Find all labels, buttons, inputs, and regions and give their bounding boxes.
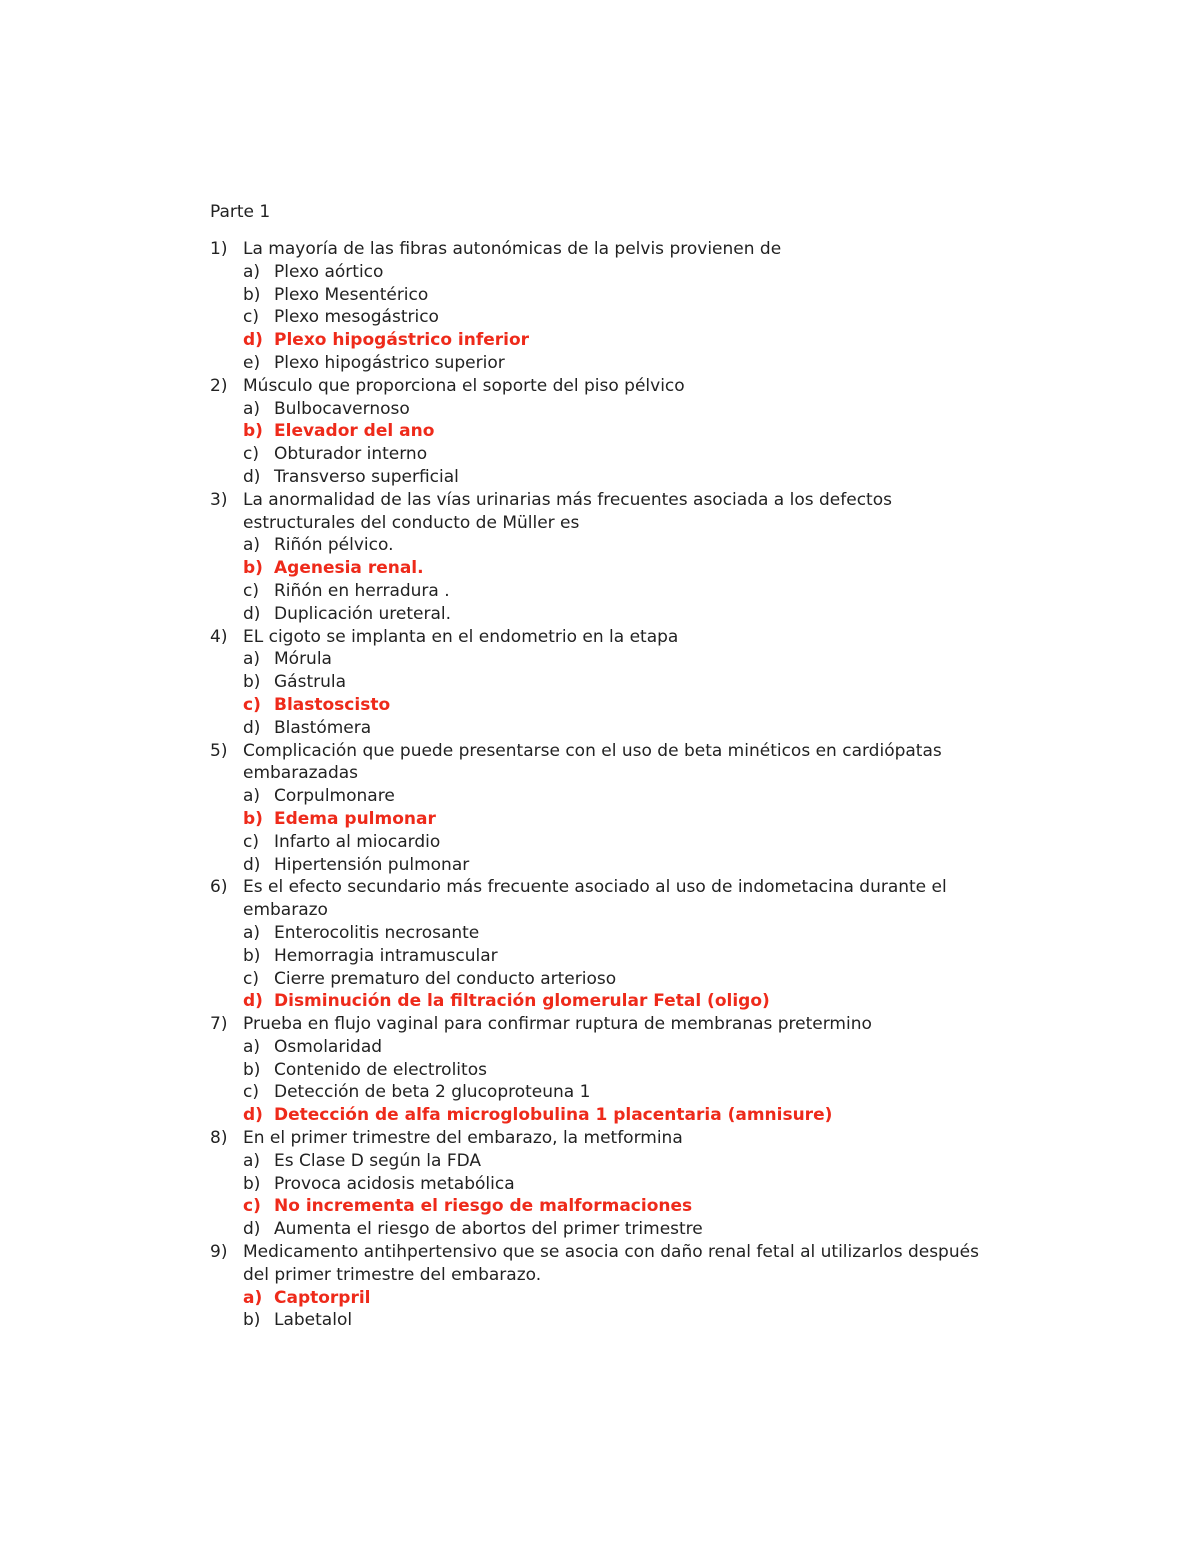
option-letter: c) bbox=[243, 831, 259, 852]
option-text: Obturador interno bbox=[274, 444, 428, 465]
question-item bbox=[210, 740, 1000, 877]
question-number: 8) bbox=[210, 1128, 228, 1149]
question-item bbox=[210, 626, 1000, 740]
option-letter: c) bbox=[243, 1082, 259, 1103]
option-letter: c) bbox=[243, 307, 259, 328]
question-text: EL cigoto se implanta en el endometrio en la etapa bbox=[243, 626, 679, 647]
option-list bbox=[210, 534, 1000, 625]
question-list bbox=[210, 238, 1000, 1332]
question-header bbox=[210, 876, 1000, 922]
option-letter: a) bbox=[243, 922, 261, 943]
correct-answer-option bbox=[243, 557, 1000, 580]
correct-answer-option bbox=[243, 694, 1000, 717]
option-list bbox=[210, 1036, 1000, 1127]
option-letter: d) bbox=[243, 854, 261, 875]
answer-option bbox=[243, 717, 1000, 740]
answer-option bbox=[243, 580, 1000, 603]
correct-answer-option bbox=[243, 1287, 1000, 1310]
answer-option bbox=[243, 1059, 1000, 1082]
option-letter: c) bbox=[243, 694, 261, 715]
option-list bbox=[210, 261, 1000, 375]
option-text: Plexo Mesentérico bbox=[274, 284, 429, 305]
option-text: Riñón en herradura . bbox=[274, 580, 450, 601]
answer-option bbox=[243, 284, 1000, 307]
question-number: 6) bbox=[210, 877, 228, 898]
option-letter: e) bbox=[243, 352, 261, 373]
option-text: Edema pulmonar bbox=[274, 808, 436, 829]
question-header bbox=[210, 1127, 1000, 1150]
option-letter: a) bbox=[243, 261, 261, 282]
answer-option bbox=[243, 352, 1000, 375]
option-letter: c) bbox=[243, 968, 259, 989]
option-letter: a) bbox=[243, 1036, 261, 1057]
answer-option bbox=[243, 443, 1000, 466]
option-letter: c) bbox=[243, 1196, 261, 1217]
answer-option bbox=[243, 1309, 1000, 1332]
option-letter: a) bbox=[243, 1287, 263, 1308]
correct-answer-option bbox=[243, 1195, 1000, 1218]
question-header bbox=[210, 1241, 1000, 1287]
option-text: Plexo aórtico bbox=[274, 261, 384, 282]
answer-option bbox=[243, 785, 1000, 808]
option-text: Plexo hipogástrico inferior bbox=[274, 330, 530, 351]
question-number: 4) bbox=[210, 626, 228, 647]
question-header bbox=[210, 375, 1000, 398]
answer-option bbox=[243, 466, 1000, 489]
question-text: La anormalidad de las vías urinarias más frecuentes asociada a los defectos estructurales del conducto de Müller es bbox=[243, 489, 892, 533]
question-text: En el primer trimestre del embarazo, la metformina bbox=[243, 1128, 683, 1149]
option-letter: b) bbox=[243, 945, 261, 966]
option-list bbox=[210, 922, 1000, 1013]
option-text: Labetalol bbox=[274, 1310, 353, 1331]
option-letter: c) bbox=[243, 580, 259, 601]
question-text: Es el efecto secundario más frecuente asociado al uso de indometacina durante el embarazo bbox=[243, 877, 947, 921]
answer-option bbox=[243, 398, 1000, 421]
section-title: Parte 1 bbox=[210, 202, 271, 222]
question-item bbox=[210, 1127, 1000, 1241]
option-letter: b) bbox=[243, 672, 261, 693]
option-letter: d) bbox=[243, 330, 263, 351]
option-letter: b) bbox=[243, 1059, 261, 1080]
option-text: Bulbocavernoso bbox=[274, 398, 410, 419]
option-text: No incrementa el riesgo de malformaciones bbox=[274, 1196, 693, 1217]
option-letter: b) bbox=[243, 558, 263, 579]
option-letter: a) bbox=[243, 535, 261, 556]
question-item bbox=[210, 375, 1000, 489]
option-text: Contenido de electrolitos bbox=[274, 1059, 487, 1080]
option-text: Cierre prematuro del conducto arterioso bbox=[274, 968, 617, 989]
answer-option bbox=[243, 1081, 1000, 1104]
option-text: Hemorragia intramuscular bbox=[274, 945, 498, 966]
option-text: Elevador del ano bbox=[274, 421, 435, 442]
option-letter: b) bbox=[243, 421, 263, 442]
question-header bbox=[210, 626, 1000, 649]
option-list bbox=[210, 1287, 1000, 1333]
option-letter: d) bbox=[243, 717, 261, 738]
question-number: 7) bbox=[210, 1014, 228, 1035]
question-item bbox=[210, 1013, 1000, 1127]
option-text: Plexo mesogástrico bbox=[274, 307, 439, 328]
question-text: Músculo que proporciona el soporte del piso pélvico bbox=[243, 375, 685, 396]
option-letter: a) bbox=[243, 649, 261, 670]
answer-option bbox=[243, 945, 1000, 968]
answer-option bbox=[243, 671, 1000, 694]
option-letter: b) bbox=[243, 284, 261, 305]
option-letter: a) bbox=[243, 398, 261, 419]
question-text: Complicación que puede presentarse con el uso de beta minéticos en cardiópatas embarazadas bbox=[243, 740, 942, 784]
answer-option bbox=[243, 534, 1000, 557]
option-text: Agenesia renal. bbox=[274, 558, 424, 579]
option-text: Captorpril bbox=[274, 1287, 371, 1308]
answer-option bbox=[243, 1036, 1000, 1059]
correct-answer-option bbox=[243, 329, 1000, 352]
option-list bbox=[210, 398, 1000, 489]
question-number: 9) bbox=[210, 1242, 228, 1263]
option-text: Es Clase D según la FDA bbox=[274, 1150, 482, 1171]
question-number: 1) bbox=[210, 239, 228, 259]
question-header bbox=[210, 740, 1000, 786]
question-text: Prueba en flujo vaginal para confirmar ruptura de membranas pretermino bbox=[243, 1014, 872, 1035]
answer-option bbox=[243, 968, 1000, 991]
answer-option bbox=[243, 1150, 1000, 1173]
question-number: 2) bbox=[210, 375, 228, 396]
answer-option bbox=[243, 603, 1000, 626]
answer-option bbox=[243, 261, 1000, 284]
correct-answer-option bbox=[243, 808, 1000, 831]
option-text: Disminución de la filtración glomerular Fetal (oligo) bbox=[274, 991, 770, 1012]
option-text: Riñón pélvico. bbox=[274, 535, 394, 556]
question-item bbox=[210, 1241, 1000, 1332]
question-number: 3) bbox=[210, 489, 228, 510]
answer-option bbox=[243, 1173, 1000, 1196]
option-text: Infarto al miocardio bbox=[274, 831, 441, 852]
option-text: Aumenta el riesgo de abortos del primer trimestre bbox=[274, 1219, 703, 1240]
question-header bbox=[210, 238, 1000, 261]
option-text: Detección de beta 2 glucoproteuna 1 bbox=[274, 1082, 591, 1103]
option-text: Plexo hipogástrico superior bbox=[274, 352, 505, 373]
option-text: Blastoscisto bbox=[274, 694, 391, 715]
option-text: Hipertensión pulmonar bbox=[274, 854, 470, 875]
option-letter: d) bbox=[243, 466, 261, 487]
option-text: Duplicación ureteral. bbox=[274, 603, 452, 624]
option-letter: a) bbox=[243, 1150, 261, 1171]
question-text: Medicamento antihpertensivo que se asocia con daño renal fetal al utilizarlos después del primer trimestre del embarazo. bbox=[243, 1242, 979, 1285]
option-letter: b) bbox=[243, 1310, 261, 1331]
question-header bbox=[210, 1013, 1000, 1036]
option-text: Transverso superficial bbox=[274, 466, 459, 487]
option-text: Corpulmonare bbox=[274, 786, 395, 807]
answer-option bbox=[243, 306, 1000, 329]
option-letter: d) bbox=[243, 1105, 263, 1126]
answer-option bbox=[243, 831, 1000, 854]
document-page bbox=[210, 200, 1000, 1332]
question-header bbox=[210, 489, 1000, 535]
option-text: Enterocolitis necrosante bbox=[274, 922, 480, 943]
option-letter: d) bbox=[243, 1219, 261, 1240]
option-letter: c) bbox=[243, 444, 259, 465]
option-list bbox=[210, 1150, 1000, 1241]
option-letter: b) bbox=[243, 808, 263, 829]
answer-option bbox=[243, 922, 1000, 945]
option-text: Blastómera bbox=[274, 717, 372, 738]
option-text: Provoca acidosis metabólica bbox=[274, 1173, 515, 1194]
correct-answer-option bbox=[243, 1104, 1000, 1127]
question-item bbox=[210, 876, 1000, 1013]
option-list bbox=[210, 785, 1000, 876]
answer-option bbox=[243, 854, 1000, 877]
option-letter: d) bbox=[243, 603, 261, 624]
answer-option bbox=[243, 1218, 1000, 1241]
question-item bbox=[210, 489, 1000, 626]
option-text: Osmolaridad bbox=[274, 1036, 383, 1057]
question-item bbox=[210, 238, 1000, 375]
question-number: 5) bbox=[210, 740, 228, 761]
option-letter: b) bbox=[243, 1173, 261, 1194]
correct-answer-option bbox=[243, 990, 1000, 1013]
option-text: Detección de alfa microglobulina 1 placentaria (amnisure) bbox=[274, 1105, 833, 1126]
question-text: La mayoría de las fibras autonómicas de la pelvis provienen de bbox=[243, 239, 782, 259]
correct-answer-option bbox=[243, 420, 1000, 443]
option-letter: d) bbox=[243, 991, 263, 1012]
option-list bbox=[210, 648, 1000, 739]
option-text: Gástrula bbox=[274, 672, 347, 693]
option-letter: a) bbox=[243, 786, 261, 807]
answer-option bbox=[243, 648, 1000, 671]
option-text: Mórula bbox=[274, 649, 332, 670]
